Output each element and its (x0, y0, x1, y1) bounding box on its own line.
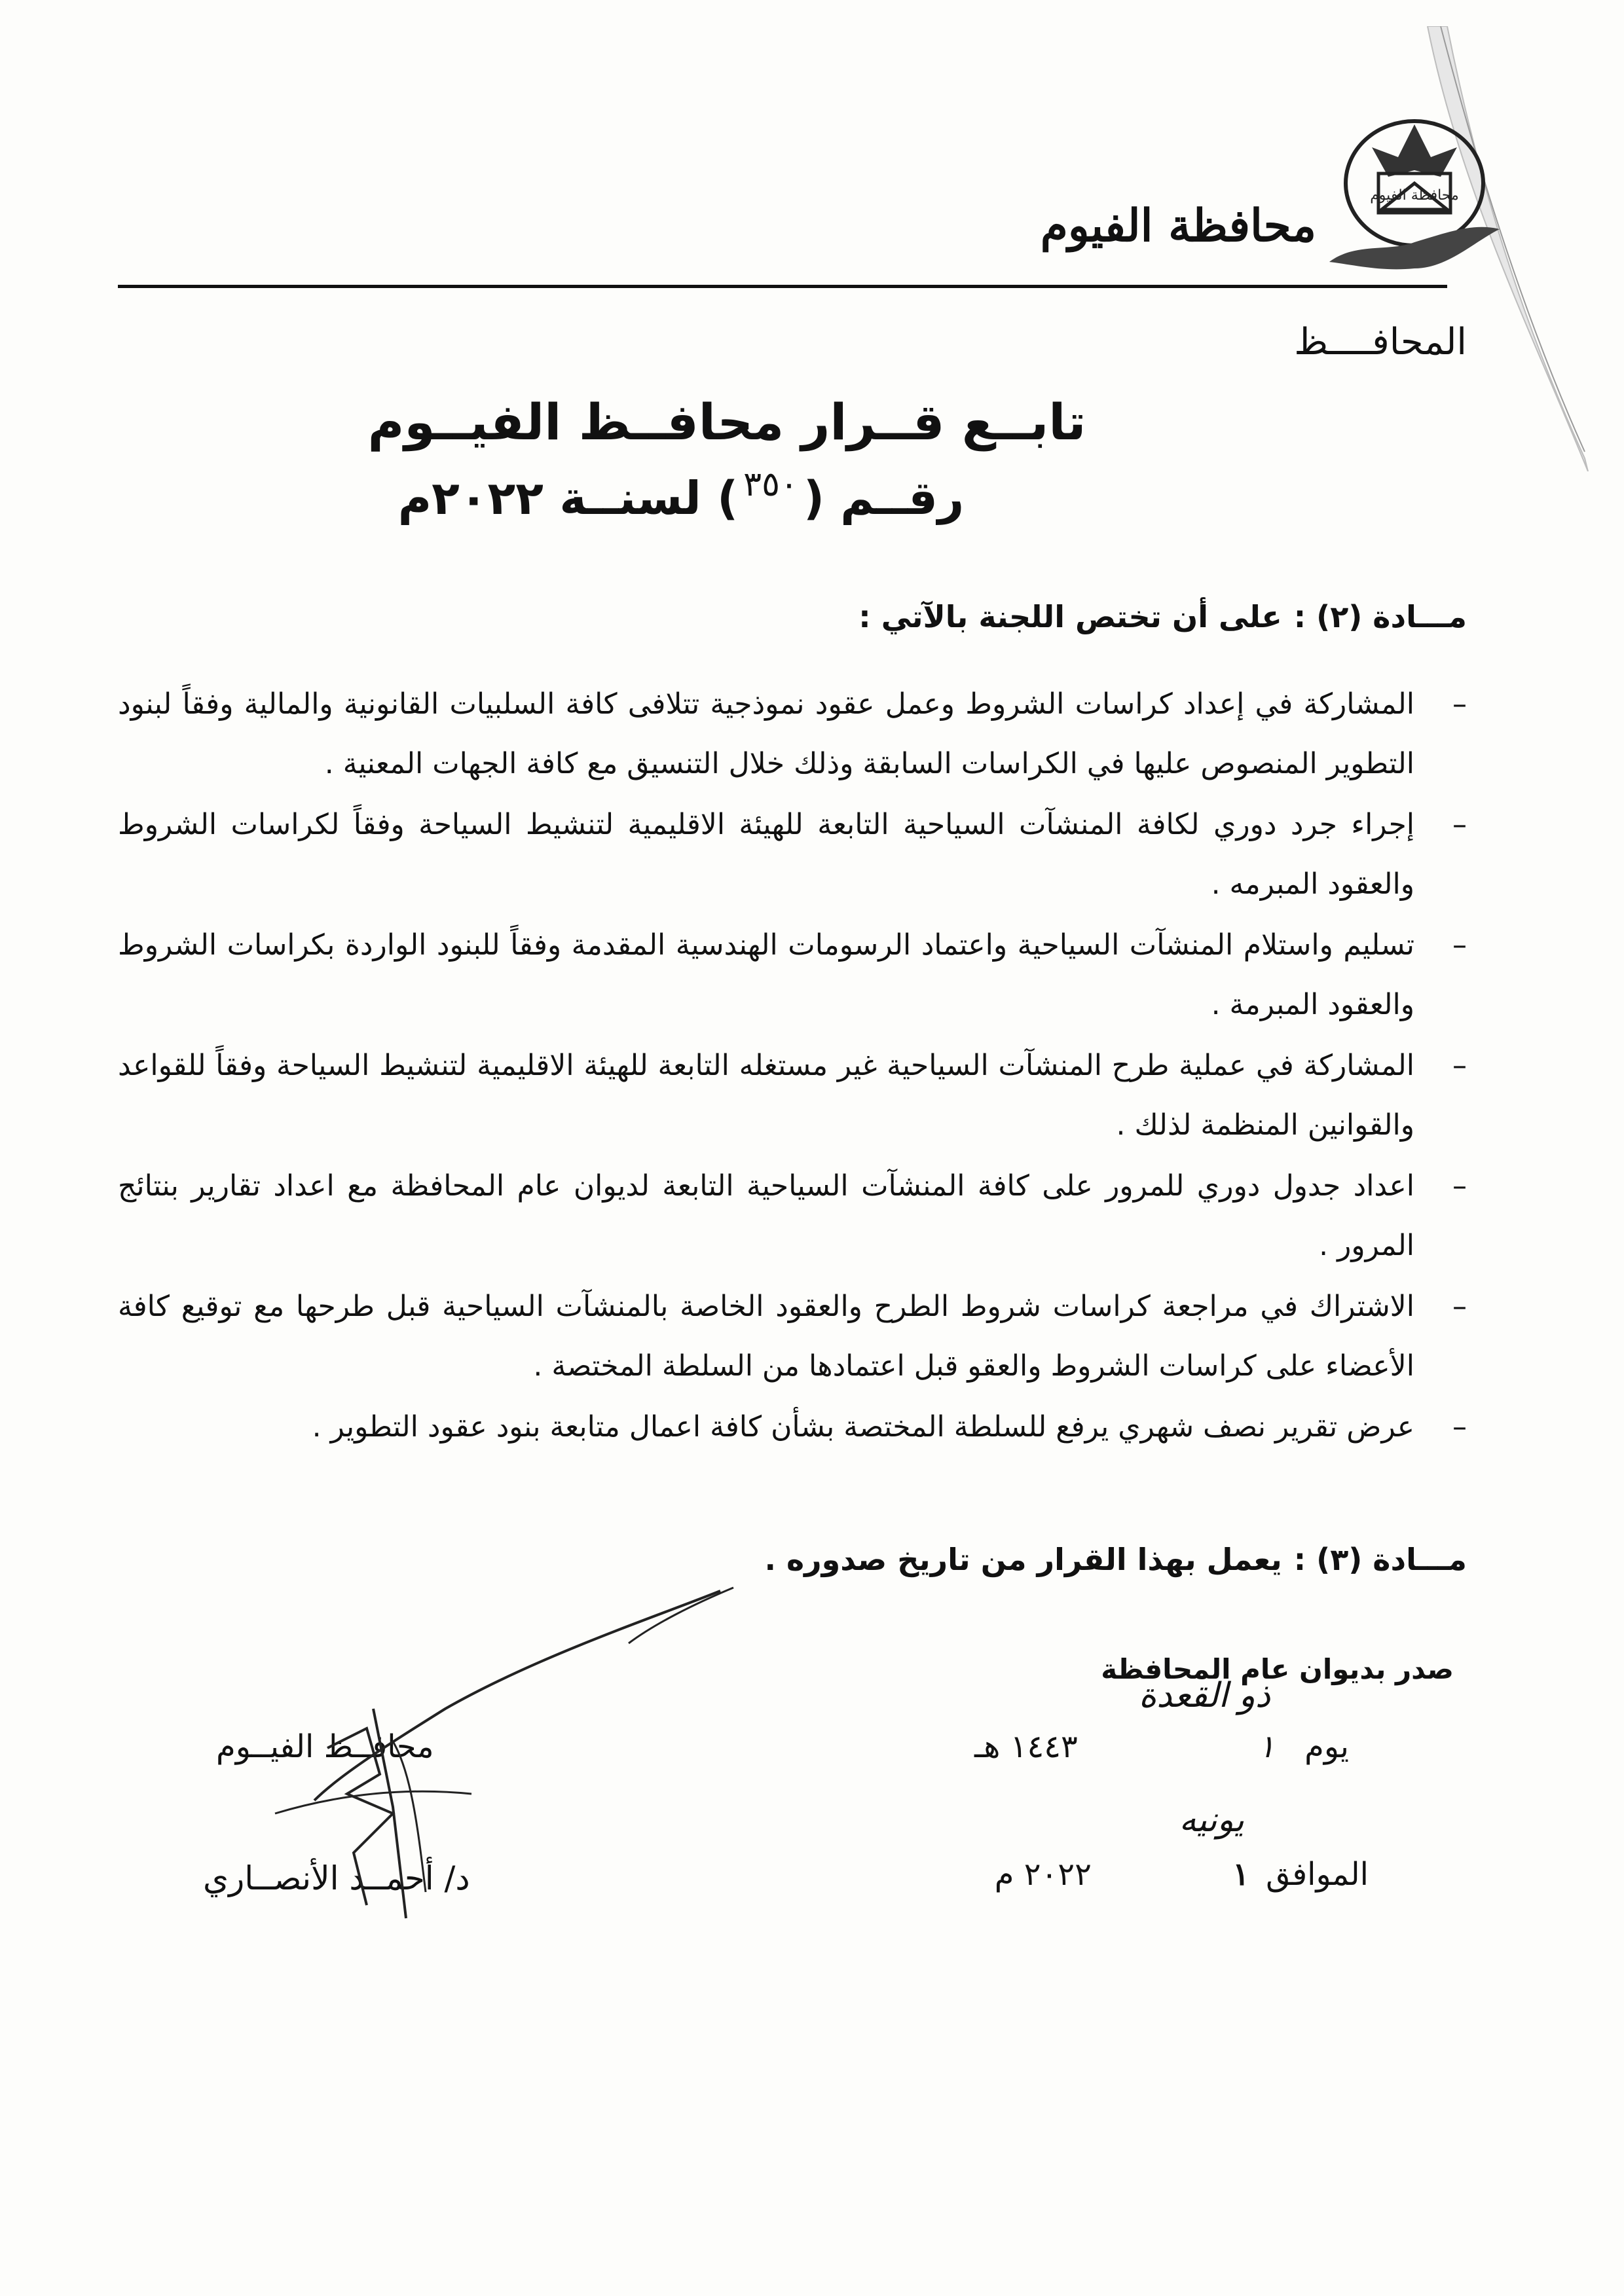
list-item: – المشاركة في إعداد كراسات الشروط وعمل عقود نموذجية تتلافى كافة السلبيات القانونية والمالية وفقاً لبنود التطوير المنصوص عليها في الكراسات السابقة وذلك خلال التنسيق مع كافة الجهات المعنية . (118, 687, 1467, 780)
article-2-intro: على أن تختص اللجنة بالآتي : (858, 599, 1282, 634)
handwritten-signature (196, 1578, 753, 1944)
list-item-text: عرض تقرير نصف شهري يرفع للسلطة المختصة بشأن كافة اعمال متابعة بنود عقود التطوير . (312, 1410, 1414, 1444)
list-item: – إجراء جرد دوري لكافة المنشآت السياحية التابعة للهيئة الاقليمية لتنشيط السياحة وفقاً لكراسات الشروط والعقود المبرمه . (118, 808, 1467, 901)
governorate-name: محافظة الفيوم (1040, 200, 1316, 252)
list-item-text: الاشتراك في مراجعة كراسات شروط الطرح والعقود الخاصة بالمنشآت السياحية قبل طرحها مع توقيع كافة الأعضاء على كراسات الشروط والعقو قبل اعتمادها من السلطة المختصة . (118, 1290, 1414, 1383)
emblem-lettering: محافظة الفيوم (1370, 187, 1459, 204)
gregorian-date-line (994, 1800, 1369, 1893)
list-item: – تسليم واستلام المنشآت السياحية واعتماد الرسومات الهندسية المقدمة وفقاً للبنود الواردة بكراسات الشروط والعقود المبرمة . (118, 928, 1467, 1021)
hijri-date-line (974, 1676, 1349, 1765)
list-item-text: المشاركة في إعداد كراسات الشروط وعمل عقود نموذجية تتلافى كافة السلبيات القانونية والمالية وفقاً لبنود التطوير المنصوص عليها في الكراسات السابقة وذلك خلال التنسيق مع كافة الجهات المعنية . (118, 687, 1414, 780)
list-item: – عرض تقرير نصف شهري يرفع للسلطة المختصة بشأن كافة اعمال متابعة بنود عقود التطوير . (312, 1410, 1467, 1444)
article-2-heading (858, 599, 1467, 634)
gregorian-month-handwritten: يونيه (1179, 1800, 1244, 1840)
list-item-text: إجراء جرد دوري لكافة المنشآت السياحية التابعة للهيئة الاقليمية لتنشيط السياحة وفقاً لكراسات الشروط والعقود المبرمه . (118, 808, 1414, 901)
list-item: – الاشتراك في مراجعة كراسات شروط الطرح والعقود الخاصة بالمنشآت السياحية قبل طرحها مع توقيع كافة الأعضاء على كراسات الشروط والعقو قبل اعتمادها من السلطة المختصة . (118, 1290, 1467, 1383)
issued-at: صدر بديوان عام المحافظة (1101, 1653, 1454, 1685)
decree-title (0, 393, 1624, 451)
signatory-title: محافــظ الفيــوم (216, 1728, 434, 1765)
hijri-day: ١ (1258, 1728, 1275, 1765)
list-item: – اعداد جدول دوري للمرور على كافة المنشآت السياحية التابعة لديوان عام المحافظة مع اعداد تقارير بنتائج المرور . (118, 1169, 1467, 1262)
gregorian-label: الموافق (1266, 1856, 1369, 1893)
article-2-label: مـــادة (٢) : (1293, 599, 1467, 634)
article-3 (764, 1542, 1467, 1577)
article-3-text: يعمل بهذا القرار من تاريخ صدوره . (764, 1542, 1282, 1577)
decree-title-text: تابــع قــرار محافــظ الفيــوم (367, 393, 1086, 451)
decree-year: ) لسنــة ٢٠٢٢م (397, 471, 739, 525)
list-item-text: تسليم واستلام المنشآت السياحية واعتماد الرسومات الهندسية المقدمة وفقاً للبنود الواردة بكراسات الشروط والعقود المبرمة . (118, 928, 1414, 1021)
article-3-label: مـــادة (٣) : (1293, 1542, 1467, 1577)
day-label: يوم (1304, 1728, 1349, 1765)
list-item: – المشاركة في عملية طرح المنشآت السياحية غير مستغله التابعة للهيئة الاقليمية لتنشيط السياحة وفقاً للقواعد والقوانين المنظمة لذلك . (118, 1049, 1467, 1142)
hijri-month-handwritten: ذو القعدة (1138, 1676, 1270, 1715)
signatory-name: د/ أحمــد الأنصــاري (203, 1859, 470, 1897)
header-divider (118, 285, 1447, 288)
gregorian-day: ١ (1232, 1856, 1249, 1893)
gregorian-year: ٢٠٢٢ م (994, 1856, 1092, 1893)
decree-number-prefix: رقــم ( (803, 471, 965, 525)
decree-number-line (0, 465, 1624, 525)
hijri-year: ١٤٤٣ هـ (974, 1728, 1078, 1765)
office-label: المحافــــظ (1294, 321, 1467, 363)
governorate-emblem-icon (1316, 111, 1506, 288)
list-item-text: المشاركة في عملية طرح المنشآت السياحية غير مستغله التابعة للهيئة الاقليمية لتنشيط السياحة وفقاً للقواعد والقوانين المنظمة لذلك . (118, 1049, 1414, 1142)
decree-number-handwritten: ٣٥٠ (743, 465, 798, 504)
article-2-items (118, 674, 1467, 1458)
list-item-text: اعداد جدول دوري للمرور على كافة المنشآت السياحية التابعة لديوان عام المحافظة مع اعداد تقارير بنتائج المرور . (118, 1169, 1414, 1262)
